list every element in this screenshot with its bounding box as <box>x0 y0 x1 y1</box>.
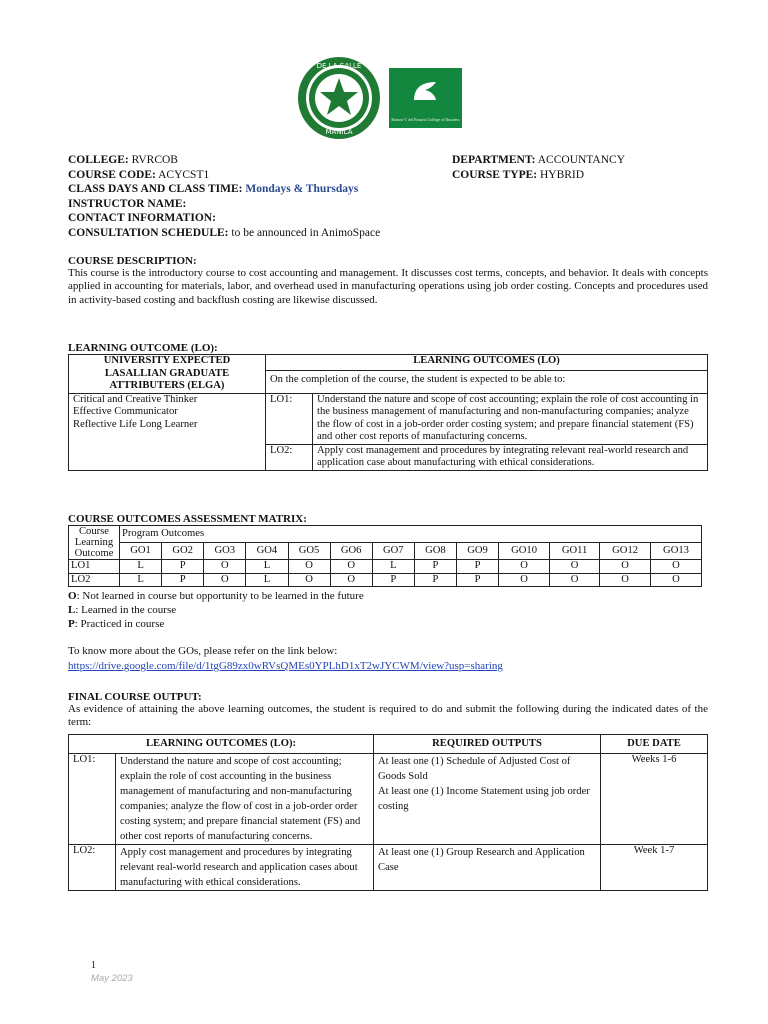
course-type-value: HYBRID <box>539 168 585 181</box>
lo1-code: LO1: <box>266 393 313 444</box>
matrix-cell: P <box>457 560 499 574</box>
legend-item: L: Learned in the course <box>68 604 177 616</box>
final-lo2-outputs: At least one (1) Group Research and Application Case <box>374 845 601 891</box>
footer-date: May 2023 <box>91 973 133 984</box>
final-lo2-due: Week 1-7 <box>601 845 708 891</box>
description-text: This course is the introductory course to cost accounting and management. It discusses cost terms, concepts, and behavior. It deals with concepts applied in accounting for materials, labor, and overhead used in manufacturing operations using job order costing. Concepts and procedures used in activity-based costing and backflush costing are likewise discussed. <box>68 267 708 306</box>
final-lo1-text: Understand the nature and scope of cost accounting; explain the role of cost accounting in the business management of manufacturing and non-manufacturing companies; analyze the flow of cost in a job-order order costing system; and prepare financial statement (FS) and other cost reports of manufacturing concerns. <box>116 754 374 845</box>
course-description <box>68 255 708 307</box>
class-days-label: CLASS DAYS AND CLASS TIME: <box>68 183 243 195</box>
matrix-cell: L <box>120 560 162 574</box>
matrix-cell: L <box>120 573 162 587</box>
matrix-col-header: GO1 <box>120 543 162 560</box>
assessment-matrix <box>68 525 702 587</box>
matrix-title: COURSE OUTCOMES ASSESSMENT MATRIX: <box>68 513 307 525</box>
elga-list <box>69 393 266 470</box>
final-lo1-due: Weeks 1-6 <box>601 754 708 845</box>
matrix-cell: O <box>651 573 702 587</box>
matrix-cell: P <box>372 573 414 587</box>
matrix-col-header: GO12 <box>600 543 651 560</box>
matrix-cell: O <box>330 573 372 587</box>
cob-logo <box>389 68 462 128</box>
matrix-cell: O <box>288 560 330 574</box>
learning-outcome-section <box>68 342 708 471</box>
matrix-cell: P <box>457 573 499 587</box>
matrix-cell: L <box>372 560 414 574</box>
final-lo2-code: LO2: <box>69 845 116 891</box>
elga-item: Effective Communicator <box>73 406 178 417</box>
instructor-label: INSTRUCTOR NAME: <box>68 197 187 210</box>
page-number: 1 <box>91 960 96 971</box>
matrix-cell: O <box>204 560 246 574</box>
description-title: COURSE DESCRIPTION: <box>68 255 197 267</box>
cob-logo-text: Ramon V. del Rosario College of Business <box>391 117 460 122</box>
matrix-col-header: GO4 <box>246 543 288 560</box>
final-h-due: DUE DATE <box>601 734 708 754</box>
class-days-value: Mondays & Thursdays <box>245 183 359 195</box>
elga-item: Reflective Life Long Learner <box>73 418 198 430</box>
matrix-col-header: GO9 <box>457 543 499 560</box>
college-label: COLLEGE: <box>68 154 129 166</box>
go-more-text: To know more about the GOs, please refer on the link below: <box>68 645 338 657</box>
matrix-cell: P <box>162 573 204 587</box>
matrix-cell: O <box>600 573 651 587</box>
matrix-cell: O <box>549 573 599 587</box>
matrix-col-header: GO6 <box>330 543 372 560</box>
matrix-cell: O <box>651 560 702 574</box>
matrix-col-header: GO8 <box>414 543 456 560</box>
course-code-label: COURSE CODE: <box>68 168 156 181</box>
course-type-label: COURSE TYPE: <box>452 168 538 181</box>
matrix-row-label: LO1 <box>69 560 120 574</box>
lo-header: LEARNING OUTCOMES (LO) <box>266 355 708 371</box>
matrix-col-header: GO13 <box>651 543 702 560</box>
matrix-group: Program Outcomes <box>120 526 702 543</box>
consultation-value: to be announced in AnimoSpace <box>231 226 381 239</box>
college-value: RVRCOB <box>131 154 178 166</box>
matrix-cell: O <box>549 560 599 574</box>
final-lo1-outputs: At least one (1) Schedule of Adjusted Cost of Goods Sold At least one (1) Income Statement using job order costing <box>374 754 601 845</box>
matrix-cell: P <box>162 560 204 574</box>
matrix-col-header: GO7 <box>372 543 414 560</box>
matrix-col-header: GO11 <box>549 543 599 560</box>
final-intro: As evidence of attaining the above learning outcomes, the student is required to do and submit the following during the indicated dates of the term: <box>68 703 708 729</box>
matrix-row-label: LO2 <box>69 573 120 587</box>
matrix-col-header: GO3 <box>204 543 246 560</box>
go-link[interactable]: https://drive.google.com/file/d/1tgG89zx0wRVsQMEs0YPLhD1xT2wJYCWM/view?usp=sharing <box>68 660 503 672</box>
department-label: DEPARTMENT: <box>452 154 536 166</box>
final-h-outputs: REQUIRED OUTPUTS <box>374 734 601 754</box>
final-h-lo: LEARNING OUTCOMES (LO): <box>69 734 374 754</box>
svg-text:DE LA SALLE: DE LA SALLE <box>316 62 362 70</box>
contact-label: CONTACT INFORMATION: <box>68 212 216 224</box>
matrix-col-header: GO2 <box>162 543 204 560</box>
lo2-code: LO2: <box>266 444 313 470</box>
elga-header: UNIVERSITY EXPECTED LASALLIAN GRADUATE ATTRIBUTERS (ELGA) <box>69 355 266 394</box>
matrix-col-header: GO5 <box>288 543 330 560</box>
final-output-table <box>68 734 708 892</box>
matrix-cell: O <box>288 573 330 587</box>
lo2-text: Apply cost management and procedures by integrating relevant real-world research and application case about manufacturing with ethical considerations. <box>313 444 708 470</box>
matrix-cell: L <box>246 560 288 574</box>
lo-table <box>68 354 708 471</box>
final-lo1-code: LO1: <box>69 754 116 845</box>
final-title: FINAL COURSE OUTPUT: <box>68 691 202 703</box>
matrix-cell: O <box>600 560 651 574</box>
course-code-value: ACYCST1 <box>158 168 210 181</box>
matrix-cell: O <box>204 573 246 587</box>
matrix-cell: O <box>499 573 550 587</box>
final-lo2-text: Apply cost management and procedures by integrating relevant real-world research and application cases about manufacturing with ethical considerations. <box>116 845 374 891</box>
matrix-cell: L <box>246 573 288 587</box>
elga-item: Critical and Creative Thinker <box>73 393 198 405</box>
legend-item: P: Practiced in course <box>68 618 165 630</box>
lo-title: LEARNING OUTCOME (LO): <box>68 342 218 354</box>
matrix-cell: O <box>499 560 550 574</box>
consultation-label: CONSULTATION SCHEDULE: <box>68 226 229 239</box>
legend-item: O: Not learned in course but opportunity to be learned in the future <box>68 590 364 602</box>
lo-intro: On the completion of the course, the student is expected to be able to: <box>266 370 708 393</box>
final-output-section <box>68 691 708 891</box>
assessment-matrix-section <box>68 513 708 674</box>
svg-text:MANILA: MANILA <box>325 128 353 136</box>
dlsu-seal-logo <box>297 56 381 140</box>
matrix-corner: Course Learning Outcome <box>69 526 120 560</box>
matrix-legend <box>68 589 708 631</box>
course-header <box>68 153 708 240</box>
header-logos <box>297 56 462 140</box>
matrix-cell: P <box>414 560 456 574</box>
matrix-col-header: GO10 <box>499 543 550 560</box>
matrix-cell: P <box>414 573 456 587</box>
matrix-cell: O <box>330 560 372 574</box>
department-value: ACCOUNTANCY <box>537 154 625 166</box>
lo1-text: Understand the nature and scope of cost accounting; explain the role of cost accounting in the business management of manufacturing and non-manufacturing companies; analyze the flow of cost in a job-order order costing system; and prepare financial statement (FS) and other cost reports of manufacturing concerns. <box>313 393 708 444</box>
